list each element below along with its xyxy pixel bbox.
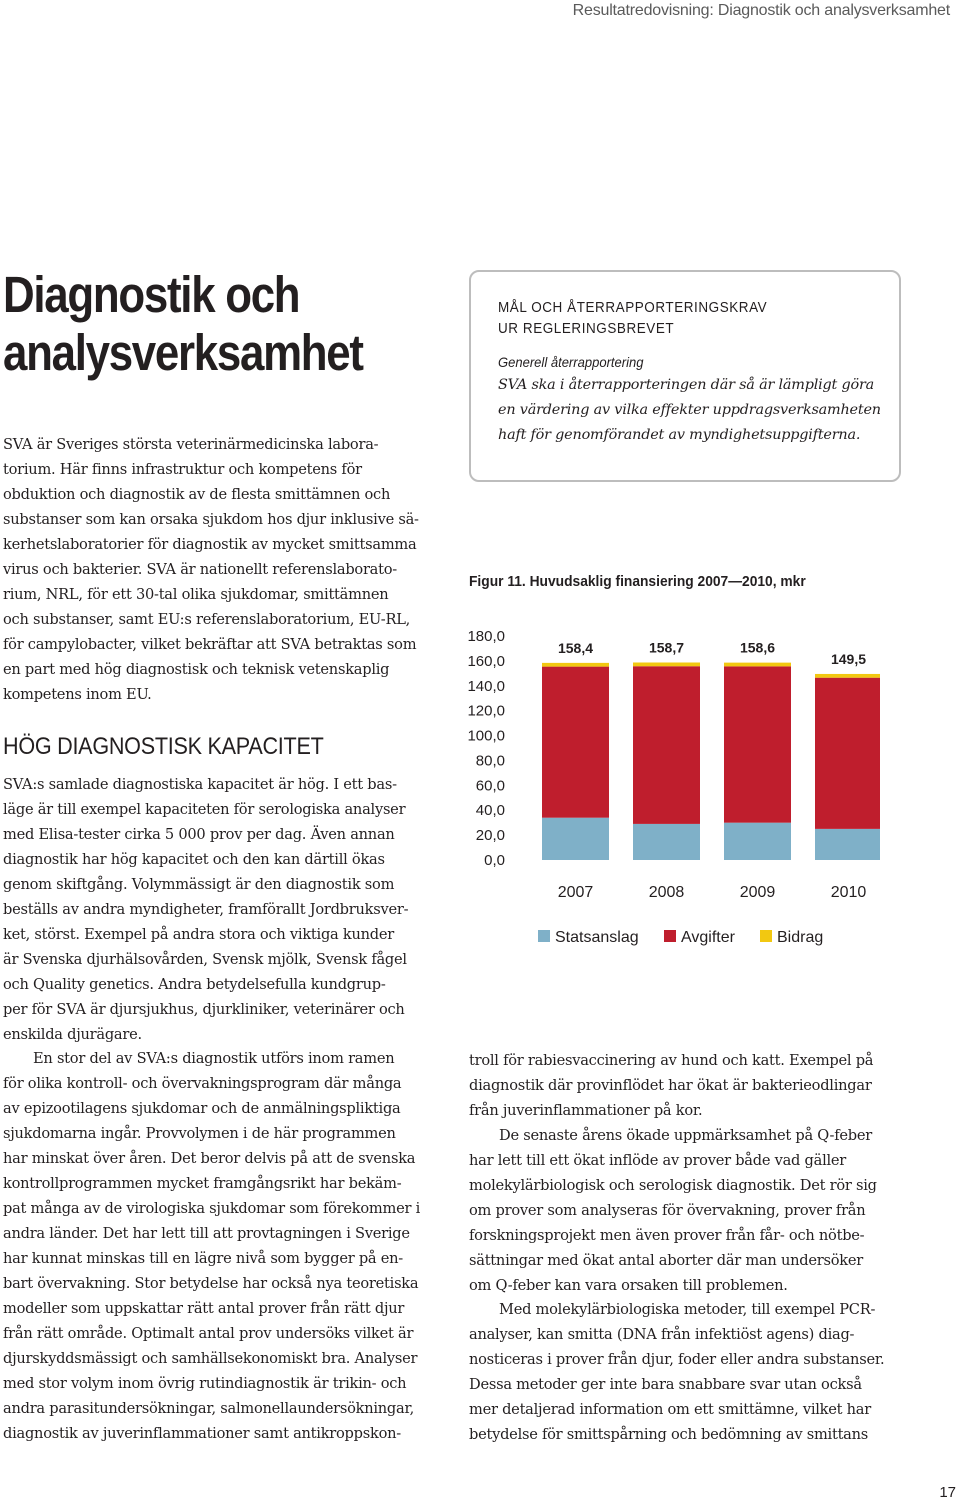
text-line: per för SVA är djursjukhus, djurkliniker, veterinärer och [3, 1001, 405, 1018]
x-axis-labels [558, 884, 867, 901]
text-line: sjukdomarna ingår. Provvolymen i de här programmen [3, 1125, 396, 1142]
bar-segment-bidrag [633, 663, 700, 667]
box-heading-line-2: UR REGLERINGSBREVET [498, 321, 675, 337]
text-line: är Svenska djurhälsovården, Svensk mjölk, Svensk fågel [3, 951, 407, 968]
page-number: 17 [939, 1484, 956, 1501]
left-column-programs [3, 1046, 443, 1446]
text-line: mer detaljerad information om ett smittämne, vilket har [469, 1401, 871, 1418]
text-line: enskilda djurägare. [3, 1026, 142, 1043]
text-line: troll för rabiesvaccinering av hund och katt. Exempel på [469, 1052, 874, 1069]
total-label: 149,5 [830, 650, 867, 667]
bar-segment-statsanslag [724, 823, 791, 860]
page-title-line-2: analysverksamhet [3, 324, 363, 381]
x-tick-label: 2009 [739, 884, 776, 901]
total-labels [558, 640, 866, 667]
continued-paragraph [469, 1048, 909, 1123]
y-tick-label: 60,0 [475, 777, 505, 795]
y-tick-label: 0,0 [484, 852, 505, 869]
x-tick-label: 2010 [830, 884, 867, 901]
total-label: 158,4 [557, 639, 594, 656]
text-line: från rätt område. Optimalt antal prov undersöks vilket är [3, 1325, 414, 1342]
text-line: om prover som analyseras för övervakning, prover från [469, 1202, 866, 1219]
figure-caption: Figur 11. Huvudsaklig finansiering 2007—2010, mkr [469, 573, 806, 590]
y-tick-label: 100,0 [467, 727, 505, 745]
text-line: molekylärbiologisk och serologisk diagnostik. Det rör sig [469, 1177, 877, 1194]
bar-segment-bidrag [542, 663, 609, 667]
text-line: kompetens inom EU. [3, 686, 152, 703]
text-line: beställs av andra myndigheter, framförallt Jordbruksver- [3, 901, 409, 918]
text-line: haft för genomförandet av myndighetsuppgifterna. [498, 427, 861, 443]
y-axis-labels [467, 628, 505, 869]
right-column-continued [469, 1048, 909, 1123]
left-column-capacity [3, 772, 443, 1047]
y-tick-label: 180,0 [467, 628, 505, 645]
bar-segment-bidrag [724, 663, 791, 667]
text-line: och Quality genetics. Andra betydelsefulla kundgrup- [3, 976, 386, 993]
page-title [3, 266, 363, 382]
right-column-qfever [469, 1123, 909, 1298]
y-tick-label: 140,0 [467, 677, 505, 695]
capacity-paragraph [3, 772, 443, 1047]
text-line: Med molekylärbiologiska metoder, till exempel PCR- [499, 1301, 876, 1318]
bar-segment-avgifter [724, 666, 791, 822]
text-line: pat många av de virologiska sjukdomar som förekommer i [3, 1200, 420, 1217]
y-tick-label: 120,0 [467, 702, 505, 720]
text-line: virus och bakterier. SVA är nationellt referenslaborato- [3, 561, 397, 578]
running-header: Resultatredovisning: Diagnostik och analysverksamhet [572, 2, 950, 19]
text-line: diagnostik där provinflödet har ökat är bakterieodlingar [469, 1077, 872, 1094]
y-tick-label: 20,0 [475, 827, 505, 845]
text-line: med stor volym inom övrig rutindiagnostik är trikin- och [3, 1375, 407, 1392]
bar-segment-bidrag [815, 674, 880, 678]
text-line: andra länder. Det har lett till att provtagningen i Sverige [3, 1225, 410, 1242]
box-text [498, 373, 887, 448]
left-column-section [3, 732, 443, 762]
legend-swatch-avgifter [664, 930, 676, 942]
page-title-line-1: Diagnostik och [3, 266, 300, 323]
text-line: med Elisa-tester cirka 5 000 prov per dag. Även annan [3, 826, 395, 843]
y-tick-label: 40,0 [475, 802, 505, 820]
bar-segment-avgifter [542, 667, 609, 818]
text-line: torium. Här finns infrastruktur och kompetens för [3, 461, 362, 478]
text-line: läge är till exempel kapaciteten för serologiska analyser [3, 801, 406, 818]
qfever-paragraph [469, 1123, 909, 1298]
legend-label: Statsanslag [555, 929, 639, 946]
bar-segment-avgifter [815, 678, 880, 829]
y-tick-label: 160,0 [467, 652, 505, 670]
text-line: en värdering av vilka effekter uppdragsverksamheten [498, 402, 881, 418]
x-tick-label: 2008 [648, 884, 685, 901]
bar-segment-statsanslag [542, 818, 609, 860]
text-line: för olika kontroll- och övervakningsprogram där många [3, 1075, 402, 1092]
legend-swatch-statsanslag [538, 930, 550, 942]
legend-label: Bidrag [777, 929, 824, 946]
text-line: substanser som kan orsaka sjukdom hos djur inklusive sä- [3, 511, 419, 528]
text-line: De senaste årens ökade uppmärksamhet på Q-feber [499, 1127, 872, 1144]
text-line: Dessa metoder ger inte bara snabbare svar utan också [469, 1376, 862, 1393]
text-line: bart övervakning. Stor betydelse har också nya teoretiska [3, 1275, 419, 1292]
molecular-paragraph [469, 1297, 909, 1447]
legend-swatch-bidrag [760, 930, 772, 942]
text-line: nosticeras i prover från djur, foder eller andra substanser. [469, 1351, 885, 1368]
text-line: rium, NRL, för ett 30-tal olika sjukdomar, smittämnen [3, 586, 389, 603]
text-line: och substanser, samt EU:s referenslaboratorium, EU-RL, [3, 611, 411, 628]
text-line: en part med hög diagnostisk och teknisk vetenskaplig [3, 661, 390, 678]
text-line: obduktion och diagnostik av de flesta smittämnen och [3, 486, 391, 503]
text-line: ket, störst. Exempel på andra stora och viktiga kunder [3, 926, 394, 943]
bar-stacks [542, 663, 880, 860]
programs-paragraph [3, 1046, 443, 1446]
total-label: 158,7 [648, 639, 685, 656]
x-tick-label: 2007 [557, 884, 594, 901]
total-label: 158,6 [739, 639, 776, 656]
requirements-box [469, 270, 901, 482]
text-line: SVA är Sveriges största veterinärmedicinska labora- [3, 436, 379, 453]
financing-chart [460, 616, 880, 956]
text-line: andra parasitundersökningar, salmonellaundersökningar, [3, 1400, 414, 1417]
left-column-intro [3, 432, 443, 707]
text-line: analyser, kan smitta (DNA från infektiöst agens) diag- [469, 1326, 855, 1343]
text-line: En stor del av SVA:s diagnostik utförs inom ramen [33, 1050, 395, 1067]
legend [538, 929, 823, 946]
text-line: har kunnat minskas till en lägre nivå som bygger på en- [3, 1250, 403, 1267]
box-heading-line-1: MÅL OCH ÅTERRAPPORTERINGSKRAV [498, 300, 768, 316]
text-line: diagnostik har hög kapacitet och den kan därtill ökas [3, 851, 385, 868]
text-line: kerhetslaboratorier för diagnostik av mycket smittsamma [3, 536, 417, 553]
text-line: genom skiftgång. Volymmässigt är den diagnostik som [3, 876, 395, 893]
text-line: från juverinflammationer på kor. [469, 1102, 703, 1119]
text-line: har minskat över åren. Det beror delvis på att de svenska [3, 1150, 416, 1167]
y-tick-label: 80,0 [475, 752, 505, 770]
text-line: modeller som uppskattar rätt antal prover från rätt djur [3, 1300, 405, 1317]
box-heading [498, 298, 860, 340]
box-subheading: Generell återrapportering [498, 354, 644, 370]
bar-segment-avgifter [633, 666, 700, 824]
bar-segment-statsanslag [633, 824, 700, 860]
text-line: sättningar med ökat antal aborter där man undersöker [469, 1252, 863, 1269]
right-column-molecular [469, 1297, 909, 1447]
legend-label: Avgifter [681, 929, 735, 946]
text-line: har lett till ett ökat inflöde av prover både vad gäller [469, 1152, 847, 1169]
text-line: betydelse för smittspårning och bedömning av smittans [469, 1426, 869, 1443]
section-heading: HÖG DIAGNOSTISK KAPACITET [3, 733, 324, 760]
text-line: för campylobacter, vilket bekräftar att SVA betraktas som [3, 636, 417, 653]
text-line: SVA ska i återrapporteringen där så är lämpligt göra [498, 377, 875, 393]
text-line: SVA:s samlade diagnostiska kapacitet är hög. I ett bas- [3, 776, 397, 793]
text-line: forskningsprojekt men även prover från får- och nötbe- [469, 1227, 865, 1244]
text-line: diagnostik av juverinflammationer samt antikroppskon- [3, 1425, 401, 1442]
text-line: djurskyddsmässigt och samhällsekonomiskt bra. Analyser [3, 1350, 418, 1367]
text-line: kontrollprogrammen mycket framgångsrikt har bekäm- [3, 1175, 402, 1192]
text-line: av epizootilagens sjukdomar och de anmälningspliktiga [3, 1100, 401, 1117]
bar-segment-statsanslag [815, 829, 880, 860]
intro-paragraph [3, 432, 443, 707]
text-line: om Q-feber kan vara orsaken till problemen. [469, 1277, 788, 1294]
